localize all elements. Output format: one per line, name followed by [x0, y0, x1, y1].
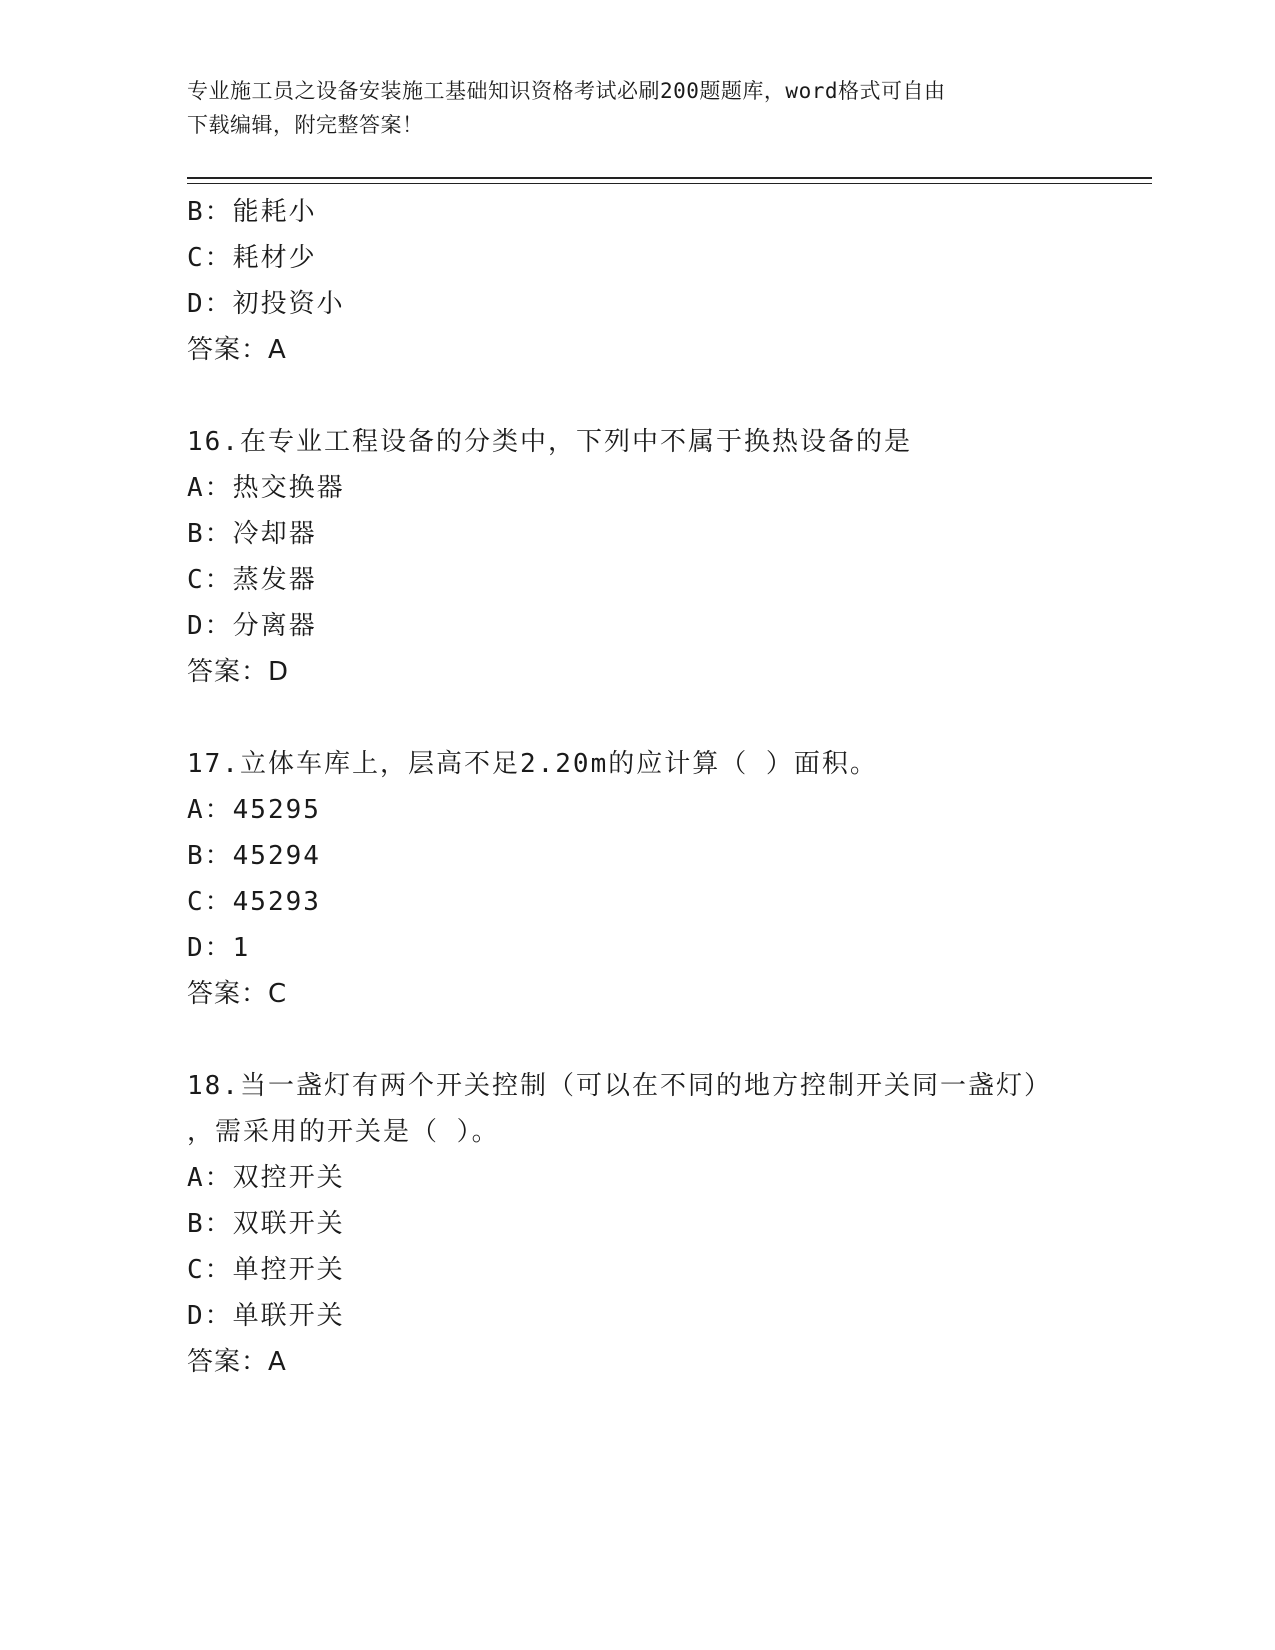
answer-line: 答案：A [187, 1347, 287, 1377]
question-16 [187, 419, 1127, 695]
question-18 [187, 1063, 1127, 1385]
option-b: B：45294 [187, 841, 321, 871]
header-divider-thin [187, 183, 1152, 184]
header-title-line-1: 专业施工员之设备安装施工基础知识资格考试必刷200题题库，word格式可自由 [187, 79, 946, 103]
question-list [187, 189, 1127, 1385]
option-b: B：冷却器 [187, 519, 317, 549]
option-d: D：初投资小 [187, 289, 345, 319]
option-b: B：能耗小 [187, 197, 317, 227]
option-c: C：蒸发器 [187, 565, 317, 595]
option-b: B：双联开关 [187, 1209, 345, 1239]
question-stem: 17.立体车库上，层高不足2.20m的应计算（ ）面积。 [187, 749, 878, 779]
answer-line: 答案：D [187, 657, 290, 687]
option-d: D：单联开关 [187, 1301, 345, 1331]
option-c: C：45293 [187, 887, 321, 917]
option-a: A：45295 [187, 795, 321, 825]
option-d: D：1 [187, 933, 251, 963]
question-stem: 16.在专业工程设备的分类中，下列中不属于换热设备的是 [187, 427, 912, 457]
option-a: A：热交换器 [187, 473, 345, 503]
option-d: D：分离器 [187, 611, 317, 641]
question-stem-line-1: 18.当一盏灯有两个开关控制（可以在不同的地方控制开关同一盏灯） [187, 1071, 1052, 1101]
answer-line: 答案：A [187, 335, 287, 365]
option-c: C：耗材少 [187, 243, 317, 273]
question-15-tail [187, 189, 1127, 373]
option-a: A：双控开关 [187, 1163, 345, 1193]
header-title-line-2: 下载编辑，附完整答案！ [187, 113, 424, 137]
question-17 [187, 741, 1127, 1017]
question-stem-line-2: ，需采用的开关是（ ）。 [187, 1117, 500, 1147]
document-header [187, 74, 1067, 142]
answer-line: 答案：C [187, 979, 288, 1009]
option-c: C：单控开关 [187, 1255, 345, 1285]
header-divider-thick [187, 177, 1152, 179]
